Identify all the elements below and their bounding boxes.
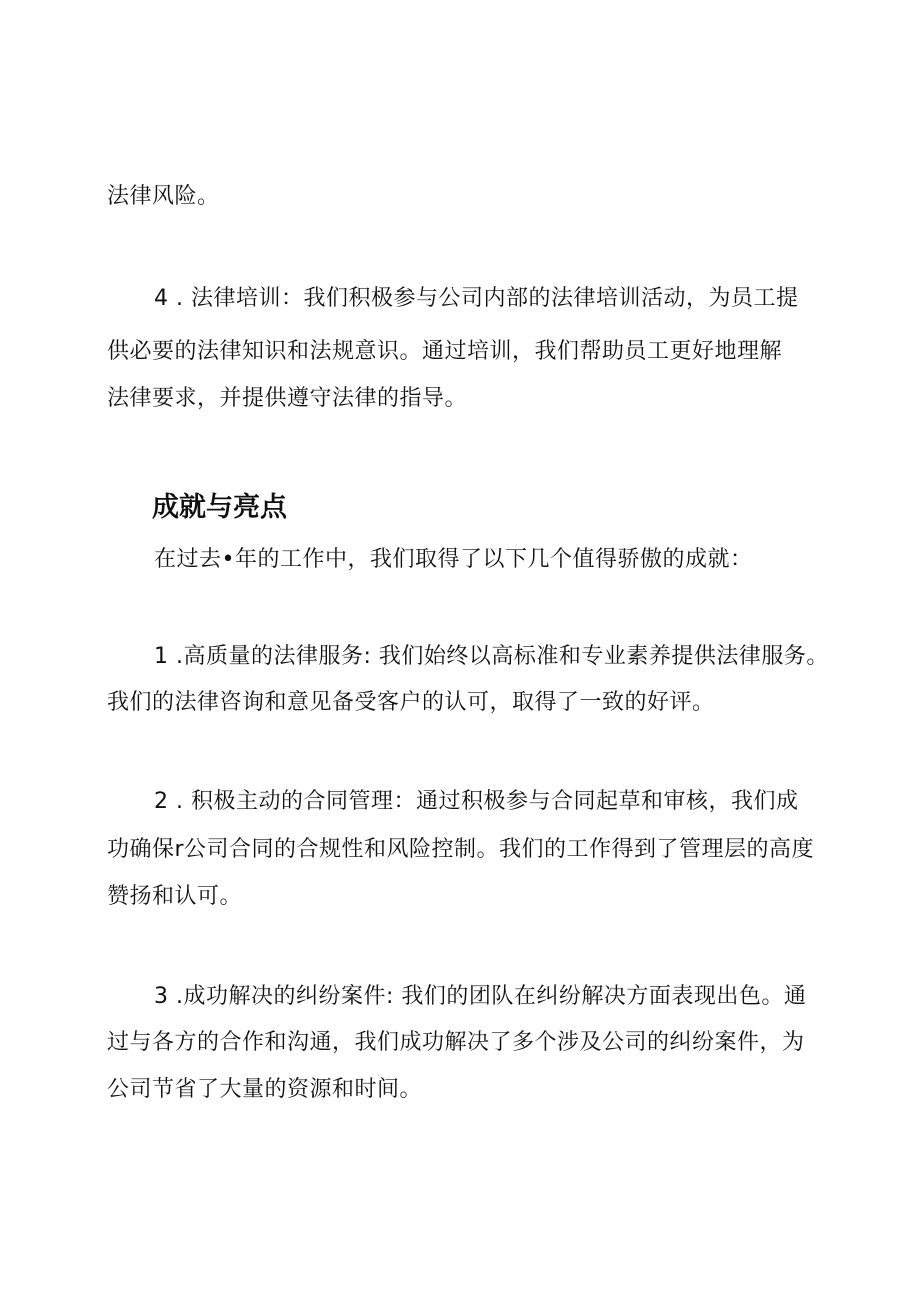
paragraph-line: 公司节省了大量的资源和时间。 xyxy=(107,1077,423,1102)
paragraph-line: 功确保r公司合同的合规性和风险控制。我们的工作得到了管理层的高度 xyxy=(107,837,815,862)
paragraph-tail-line: 法律风险。 xyxy=(107,184,220,209)
paragraph-line: 4 . 法律培训：我们积极参与公司内部的法律培训活动，为员工提 xyxy=(154,286,799,311)
paragraph-line: 2 . 积极主动的合同管理：通过积极参与合同起草和审核，我们成 xyxy=(154,789,799,814)
paragraph-line: 1 .高质量的法律服务: 我们始终以高标准和专业素养提供法律服务。 xyxy=(154,644,829,669)
paragraph-line: 法律要求，并提供遵守法律的指导。 xyxy=(107,386,468,411)
paragraph-line: 赞扬和认可。 xyxy=(107,884,243,909)
paragraph-line: 3 .成功解决的纠纷案件: 我们的团队在纠纷解决方面表现出色。通 xyxy=(154,984,807,1009)
paragraph-line: 过与各方的合作和沟通，我们成功解决了多个涉及公司的纠纷案件，为 xyxy=(107,1030,805,1055)
section-intro: 在过去•年的工作中，我们取得了以下几个值得骄傲的成就： xyxy=(154,547,753,572)
section-heading: 成就与亮点 xyxy=(152,492,287,523)
paragraph-line: 供必要的法律知识和法规意识。通过培训，我们帮助员工更好地理解 xyxy=(107,339,783,364)
paragraph-line: 我们的法律咨询和意见备受客户的认可，取得了一致的好评。 xyxy=(107,690,715,715)
